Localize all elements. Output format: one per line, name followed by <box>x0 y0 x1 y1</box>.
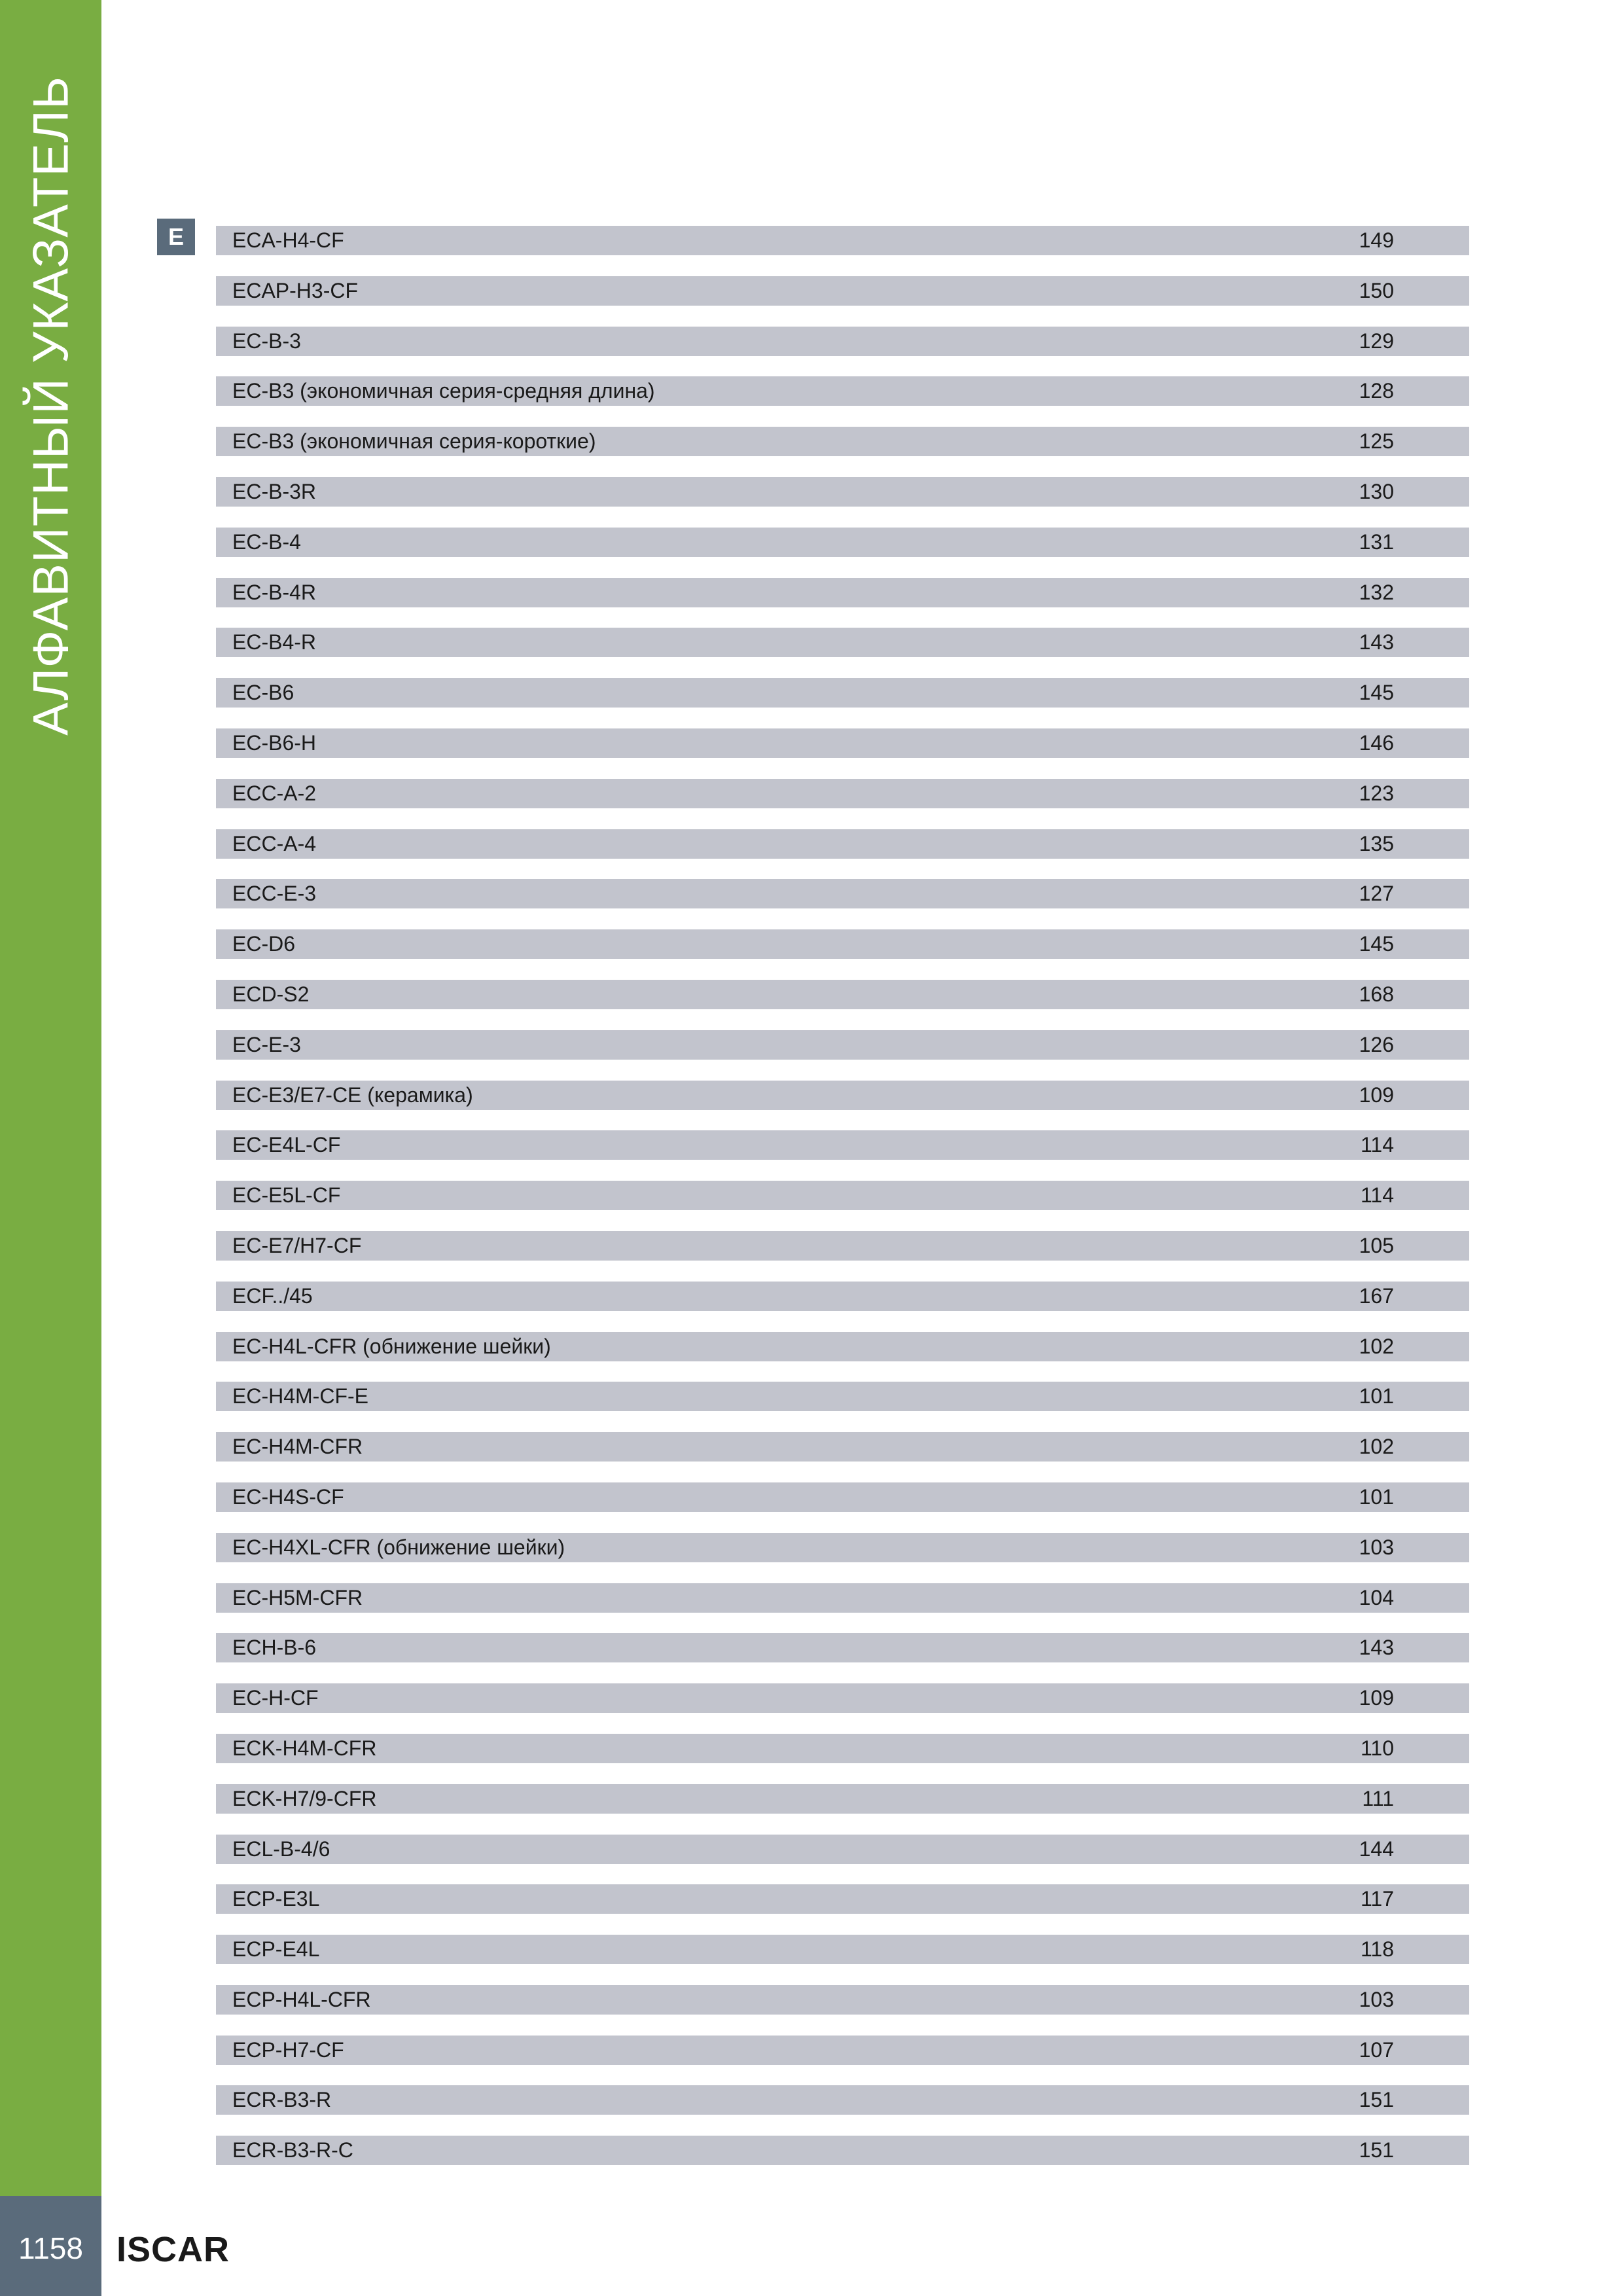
entry-name: EC-H-CF <box>232 1686 319 1710</box>
entry-page-number: 129 <box>1359 329 1394 353</box>
sidebar <box>0 0 101 2196</box>
index-entry[interactable] <box>216 628 1469 657</box>
entry-page-number: 109 <box>1359 1686 1394 1710</box>
entry-name: EC-H4M-CF-E <box>232 1384 368 1408</box>
entry-name: ECL-B-4/6 <box>232 1837 330 1861</box>
entry-page-number: 168 <box>1359 982 1394 1006</box>
entry-name: ECF../45 <box>232 1283 313 1308</box>
entry-name: EC-E3/E7-CE (керамика) <box>232 1083 473 1107</box>
entry-name: ECR-B3-R-C <box>232 2138 353 2162</box>
index-entry[interactable] <box>216 1784 1469 1814</box>
index-entry[interactable] <box>216 678 1469 708</box>
entry-name: EC-H4XL-CFR (обнижение шейки) <box>232 1535 565 1559</box>
entry-name: ECC-A-2 <box>232 781 317 805</box>
index-entry[interactable] <box>216 1835 1469 1864</box>
entry-page-number: 128 <box>1359 379 1394 403</box>
entry-page-number: 146 <box>1359 730 1394 755</box>
index-entry[interactable] <box>216 980 1469 1009</box>
index-entry[interactable] <box>216 779 1469 808</box>
entry-page-number: 151 <box>1359 2088 1394 2112</box>
entry-name: EC-B4-R <box>232 630 317 655</box>
entry-name: ECR-B3-R <box>232 2088 332 2112</box>
index-entry[interactable] <box>216 578 1469 607</box>
index-entry[interactable] <box>216 1985 1469 2015</box>
entry-name: EC-B6-H <box>232 730 317 755</box>
index-entry[interactable] <box>216 477 1469 507</box>
index-entry[interactable] <box>216 1282 1469 1311</box>
entry-name: EC-B-4 <box>232 529 301 554</box>
index-entry[interactable] <box>216 1130 1469 1160</box>
index-entry[interactable] <box>216 1533 1469 1562</box>
index-entry[interactable] <box>216 276 1469 306</box>
index-entry[interactable] <box>216 528 1469 557</box>
entry-page-number: 131 <box>1359 529 1394 554</box>
index-entry[interactable] <box>216 728 1469 758</box>
page-number: 1158 <box>18 2231 83 2265</box>
entry-page-number: 107 <box>1359 2037 1394 2062</box>
entry-name: EC-H5M-CFR <box>232 1585 363 1609</box>
index-entry[interactable] <box>216 2085 1469 2115</box>
entry-page-number: 105 <box>1359 1233 1394 1257</box>
index-entry[interactable] <box>216 1432 1469 1462</box>
entry-name: ECH-B-6 <box>232 1636 317 1660</box>
index-entry[interactable] <box>216 1081 1469 1110</box>
entry-page-number: 111 <box>1362 1786 1394 1810</box>
index-entry[interactable] <box>216 1935 1469 1964</box>
index-entry[interactable] <box>216 829 1469 859</box>
index-entry[interactable] <box>216 376 1469 406</box>
entry-page-number: 149 <box>1359 228 1394 252</box>
entry-name: EC-E5L-CF <box>232 1183 341 1208</box>
entry-page-number: 114 <box>1360 1133 1394 1157</box>
entry-name: EC-B-4R <box>232 580 317 604</box>
entry-name: ECP-H4L-CFR <box>232 1987 371 2011</box>
index-entry[interactable] <box>216 1231 1469 1261</box>
brand-logo: ISCAR <box>116 2230 230 2269</box>
entry-page-number: 109 <box>1359 1083 1394 1107</box>
entry-name: EC-E7/H7-CF <box>232 1233 362 1257</box>
index-entry[interactable] <box>216 2136 1469 2165</box>
index-entry[interactable] <box>216 427 1469 456</box>
entry-page-number: 110 <box>1360 1736 1394 1760</box>
entry-name: EC-E4L-CF <box>232 1133 341 1157</box>
entry-page-number: 145 <box>1359 932 1394 956</box>
index-entry[interactable] <box>216 1633 1469 1662</box>
index-entry[interactable] <box>216 1884 1469 1914</box>
index-entry[interactable] <box>216 1332 1469 1361</box>
entry-page-number: 104 <box>1359 1585 1394 1609</box>
entry-page-number: 125 <box>1359 429 1394 454</box>
entry-name: EC-H4M-CFR <box>232 1435 363 1459</box>
entry-page-number: 143 <box>1359 1636 1394 1660</box>
entry-page-number: 101 <box>1359 1384 1394 1408</box>
index-entry[interactable] <box>216 1683 1469 1713</box>
entry-name: EC-D6 <box>232 932 296 956</box>
entry-name: EC-H4L-CFR (обнижение шейки) <box>232 1334 551 1358</box>
entry-name: ECC-E-3 <box>232 882 317 906</box>
entry-page-number: 101 <box>1359 1484 1394 1509</box>
entry-page-number: 143 <box>1359 630 1394 655</box>
entry-name: ECD-S2 <box>232 982 310 1006</box>
index-list <box>216 226 1469 2165</box>
entry-page-number: 126 <box>1359 1032 1394 1056</box>
entry-page-number: 167 <box>1359 1283 1394 1308</box>
entry-page-number: 135 <box>1359 831 1394 855</box>
entry-name: ECP-E3L <box>232 1887 320 1911</box>
entry-page-number: 130 <box>1359 479 1394 503</box>
index-entry[interactable] <box>216 1030 1469 1060</box>
entry-page-number: 102 <box>1359 1435 1394 1459</box>
index-entry[interactable] <box>216 1734 1469 1763</box>
entry-name: EC-B-3R <box>232 479 317 503</box>
index-entry[interactable] <box>216 2036 1469 2065</box>
entry-page-number: 103 <box>1359 1535 1394 1559</box>
entry-page-number: 150 <box>1359 278 1394 302</box>
entry-page-number: 114 <box>1360 1183 1394 1208</box>
sidebar-title: АЛФАВИТНЫЙ УКАЗАТЕЛЬ <box>23 76 79 736</box>
entry-name: EC-B3 (экономичная серия-средняя длина) <box>232 379 655 403</box>
entry-page-number: 151 <box>1359 2138 1394 2162</box>
entry-page-number: 144 <box>1359 1837 1394 1861</box>
entry-page-number: 102 <box>1359 1334 1394 1358</box>
entry-name: ECP-H7-CF <box>232 2037 344 2062</box>
entry-name: ECAP-H3-CF <box>232 278 359 302</box>
index-entry[interactable] <box>216 1382 1469 1411</box>
index-entry[interactable] <box>216 1583 1469 1613</box>
entry-name: ECK-H7/9-CFR <box>232 1786 377 1810</box>
entry-page-number: 103 <box>1359 1987 1394 2011</box>
entry-name: EC-B3 (экономичная серия-короткие) <box>232 429 596 454</box>
entry-name: EC-E-3 <box>232 1032 301 1056</box>
entry-page-number: 123 <box>1359 781 1394 805</box>
entry-page-number: 117 <box>1360 1887 1394 1911</box>
entry-page-number: 118 <box>1360 1937 1394 1962</box>
entry-name: ECA-H4-CF <box>232 228 344 252</box>
index-entry[interactable] <box>216 226 1469 255</box>
index-entry[interactable] <box>216 929 1469 959</box>
index-entry[interactable] <box>216 1181 1469 1210</box>
section-letter-badge: E <box>157 219 195 255</box>
entry-page-number: 132 <box>1359 580 1394 604</box>
entry-name: ECK-H4M-CFR <box>232 1736 377 1760</box>
entry-name: EC-H4S-CF <box>232 1484 344 1509</box>
entry-page-number: 127 <box>1359 882 1394 906</box>
index-entry[interactable] <box>216 879 1469 908</box>
index-entry[interactable] <box>216 1482 1469 1512</box>
entry-name: ECC-A-4 <box>232 831 317 855</box>
entry-name: EC-B-3 <box>232 329 301 353</box>
index-entry[interactable] <box>216 327 1469 356</box>
entry-name: EC-B6 <box>232 681 294 705</box>
entry-name: ECP-E4L <box>232 1937 320 1962</box>
entry-page-number: 145 <box>1359 681 1394 705</box>
